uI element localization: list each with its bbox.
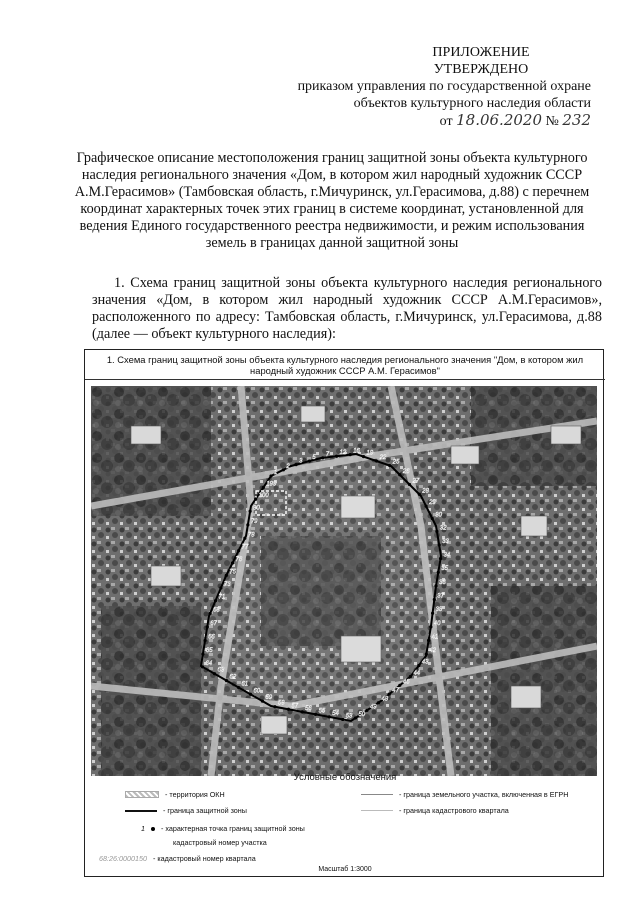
- boundary-point-label: 68: [213, 607, 220, 614]
- point-dot-icon: [151, 827, 155, 831]
- boundary-point: [246, 523, 249, 526]
- boundary-point: [437, 571, 440, 574]
- boundary-point-label: 16: [353, 448, 360, 455]
- boundary-point-label: 73: [223, 581, 231, 588]
- boundary-point-label: 75: [229, 569, 237, 576]
- order-date-line: [261, 112, 591, 130]
- boundary-point-label: 40: [433, 620, 441, 627]
- boundary-point-label: 43: [421, 659, 429, 666]
- boundary-point-label: 29: [429, 500, 436, 507]
- okn-swatch: [125, 791, 159, 798]
- boundary-point-label: 61: [241, 681, 249, 688]
- legend-okn: [125, 790, 225, 799]
- legend-parcel-number: [173, 838, 267, 847]
- boundary-point-label: 27: [412, 478, 420, 485]
- legend-quarter-number: [99, 854, 256, 863]
- boundary-point-label: 44: [413, 670, 421, 677]
- boundary-point: [254, 497, 257, 500]
- boundary-point-label: 34: [443, 552, 451, 559]
- boundary-point: [249, 510, 252, 513]
- order-number: 232: [562, 111, 591, 129]
- boundary-point-label: 55: [318, 708, 326, 715]
- boundary-point-label: 58: [277, 700, 285, 707]
- scheme-title: 1. Схема границ защитной зоны объекта культурного наследия регионального значения "Дом, в котором жил народный художник СССР А.М. Герасимов": [85, 350, 605, 380]
- order-date: 18.06.2020: [456, 111, 542, 129]
- boundary-point-label: 32: [439, 525, 447, 532]
- boundary-point: [427, 639, 430, 642]
- boundary-point: [287, 708, 290, 711]
- order-line-2: объектов культурного наследия области: [353, 96, 591, 111]
- boundary-point-label: 60: [253, 688, 261, 695]
- boundary-point: [225, 574, 228, 577]
- boundary-point: [431, 517, 434, 520]
- boundary-point: [321, 456, 324, 459]
- boundary-point: [349, 453, 352, 456]
- boundary-point: [328, 715, 331, 718]
- boundary-point-label: 22: [379, 455, 387, 462]
- boundary-point-label: 37: [437, 593, 444, 600]
- boundary-point-label: 56: [305, 705, 312, 712]
- boundary-point: [409, 675, 412, 678]
- boundary-point-label: 28: [422, 488, 429, 495]
- map-svg: [91, 386, 597, 776]
- boundary-point: [435, 530, 438, 533]
- boundary-point-label: 2: [286, 463, 290, 470]
- boundary-point: [438, 543, 441, 546]
- boundary-point: [225, 679, 228, 682]
- boundary-point-label: 12: [339, 450, 347, 457]
- boundary-point: [418, 493, 421, 496]
- quarter-sample: 68:26:0000150: [99, 854, 147, 863]
- boundary-point: [273, 705, 276, 708]
- boundary-point-label: 7: [325, 451, 330, 458]
- legend-cad-quarter: [361, 806, 509, 815]
- zone-swatch: [125, 810, 157, 812]
- boundary-point: [282, 468, 285, 471]
- boundary-point: [261, 700, 264, 703]
- boundary-point-label: 48: [381, 696, 389, 703]
- boundary-point: [219, 586, 222, 589]
- boundary-point-label: 41: [431, 634, 439, 641]
- approved-label: УТВЕРЖДЕНО: [433, 62, 529, 77]
- legend-egrn-label: - граница земельного участка, включенная в ЕГРН: [399, 790, 569, 799]
- boundary-point-label: 199: [266, 481, 277, 488]
- legend-cad-quarter-label: - граница кадастрового квартала: [399, 806, 509, 815]
- quarter-swatch: [361, 810, 393, 811]
- scheme-paragraph: 1. Схема границ защитной зоны объекта культурного наследия регионального значения «Дом, в котором жил народный художник СССР А.М.Герасимов», расположенного по адресу: Тамбовская область, г.Мичуринск, ул.Герасимова, д.88 (далее — объект культурного наследия):: [92, 275, 602, 342]
- boundary-point-label: 19: [366, 450, 374, 457]
- boundary-point-label: 80: [253, 505, 260, 512]
- boundary-point-label: 79: [250, 518, 258, 525]
- boundary-point: [335, 455, 338, 458]
- point-sample: 1: [141, 824, 145, 833]
- boundary-point: [237, 686, 240, 689]
- boundary-point: [269, 474, 272, 477]
- boundary-point: [408, 483, 411, 486]
- boundary-point-label: 26: [402, 468, 410, 475]
- boundary-point: [314, 713, 317, 716]
- boundary-point-label: 63: [217, 667, 225, 674]
- boundary-point: [354, 716, 357, 719]
- boundary-point: [398, 684, 401, 687]
- boundary-point: [362, 455, 365, 458]
- boundary-point-label: 33: [442, 538, 449, 545]
- aerial-map: [91, 386, 597, 776]
- boundary-point: [300, 710, 303, 713]
- boundary-point: [294, 463, 297, 466]
- boundary-point-label: 53: [345, 713, 353, 720]
- scheme-frame: [84, 349, 604, 877]
- boundary-point-label: 71: [218, 594, 226, 601]
- boundary-point: [417, 664, 420, 667]
- boundary-point-label: 54: [332, 710, 339, 717]
- boundary-point: [231, 561, 234, 564]
- legend-parcel-label: кадастровый номер участка: [173, 838, 267, 847]
- approval-block: [261, 44, 591, 130]
- boundary-point-label: 50: [358, 712, 366, 719]
- boundary-point-label: 76: [235, 556, 243, 563]
- boundary-point-label: 36: [439, 579, 446, 586]
- boundary-point-label: 65: [205, 648, 213, 655]
- boundary-point: [398, 473, 401, 476]
- boundary-point-label: 3: [299, 458, 303, 465]
- boundary-point-label: 25: [392, 459, 400, 466]
- boundary-point: [365, 709, 368, 712]
- order-line-1: приказом управления по государственной охране: [297, 79, 591, 94]
- map-legend: [85, 770, 605, 876]
- number-label: №: [545, 114, 559, 129]
- boundary-point: [425, 653, 428, 656]
- map-scale: Масштаб 1:3000: [318, 866, 372, 873]
- from-label: от: [439, 114, 453, 129]
- boundary-point: [388, 693, 391, 696]
- boundary-point: [243, 537, 246, 540]
- boundary-point: [201, 665, 204, 668]
- appendix-label: ПРИЛОЖЕНИЕ: [432, 45, 530, 60]
- boundary-point-label: 77: [241, 544, 249, 551]
- boundary-point: [341, 718, 344, 721]
- boundary-point-label: 42: [429, 648, 436, 655]
- boundary-point-label: 57: [291, 703, 299, 710]
- boundary-point: [209, 612, 212, 615]
- boundary-point-label: 49: [369, 704, 377, 711]
- boundary-point: [433, 598, 436, 601]
- legend-title: Условные обозначения: [293, 772, 397, 783]
- boundary-point: [439, 557, 442, 560]
- boundary-point-label: 47: [392, 688, 399, 695]
- legend-egrn: [361, 790, 568, 799]
- boundary-point: [213, 672, 216, 675]
- boundary-point-label: 62: [229, 674, 237, 681]
- boundary-point-label: 38: [435, 607, 443, 614]
- legend-point: [141, 824, 305, 833]
- boundary-point: [206, 625, 209, 628]
- boundary-point-label: 67: [210, 620, 217, 627]
- boundary-point: [388, 464, 391, 467]
- boundary-point: [308, 459, 311, 462]
- boundary-point: [429, 625, 432, 628]
- boundary-point-label: 1: [274, 470, 278, 476]
- boundary-point: [203, 639, 206, 642]
- boundary-point: [377, 701, 380, 704]
- boundary-point-label: 59: [265, 695, 273, 702]
- legend-zone: [125, 806, 247, 815]
- parcel-swatch: [361, 794, 393, 795]
- boundary-point-label: 46: [402, 679, 410, 686]
- boundary-point: [375, 459, 378, 462]
- boundary-point: [249, 693, 252, 696]
- boundary-point: [431, 612, 434, 615]
- boundary-point: [434, 584, 437, 587]
- legend-point-label: - характерная точка границ защитной зоны: [161, 824, 305, 833]
- legend-quarter-label: - кадастровый номер квартала: [152, 854, 256, 863]
- boundary-point-label: 30: [435, 512, 442, 519]
- boundary-point: [201, 653, 204, 656]
- legend-okn-label: - территория ОКН: [165, 790, 225, 799]
- boundary-point-label: 100: [258, 492, 269, 499]
- boundary-point: [237, 549, 240, 552]
- boundary-point: [424, 505, 427, 508]
- boundary-point-label: 5: [312, 455, 316, 462]
- boundary-point-label: 66: [208, 634, 215, 641]
- boundary-point-label: 78: [247, 532, 255, 539]
- boundary-point-label: 64: [205, 660, 213, 667]
- boundary-point: [262, 486, 265, 489]
- boundary-point: [214, 599, 217, 602]
- document-title: Графическое описание местоположения границ защитной зоны объекта культурного наследия регионального значения «Дом, в котором жил народный художник СССР А.М.Герасимов» (Тамбовская область, г.Мичуринск, ул.Герасимова, д.88) с перечнем координат характерных точек этих границ в системе координат, установленной для ведения Единого государственного реестра недвижимости, и режим использования земель в границах данной защитной зоны: [74, 150, 590, 251]
- boundary-point-label: 35: [441, 566, 448, 573]
- legend-zone-label: - граница защитной зоны: [163, 806, 247, 815]
